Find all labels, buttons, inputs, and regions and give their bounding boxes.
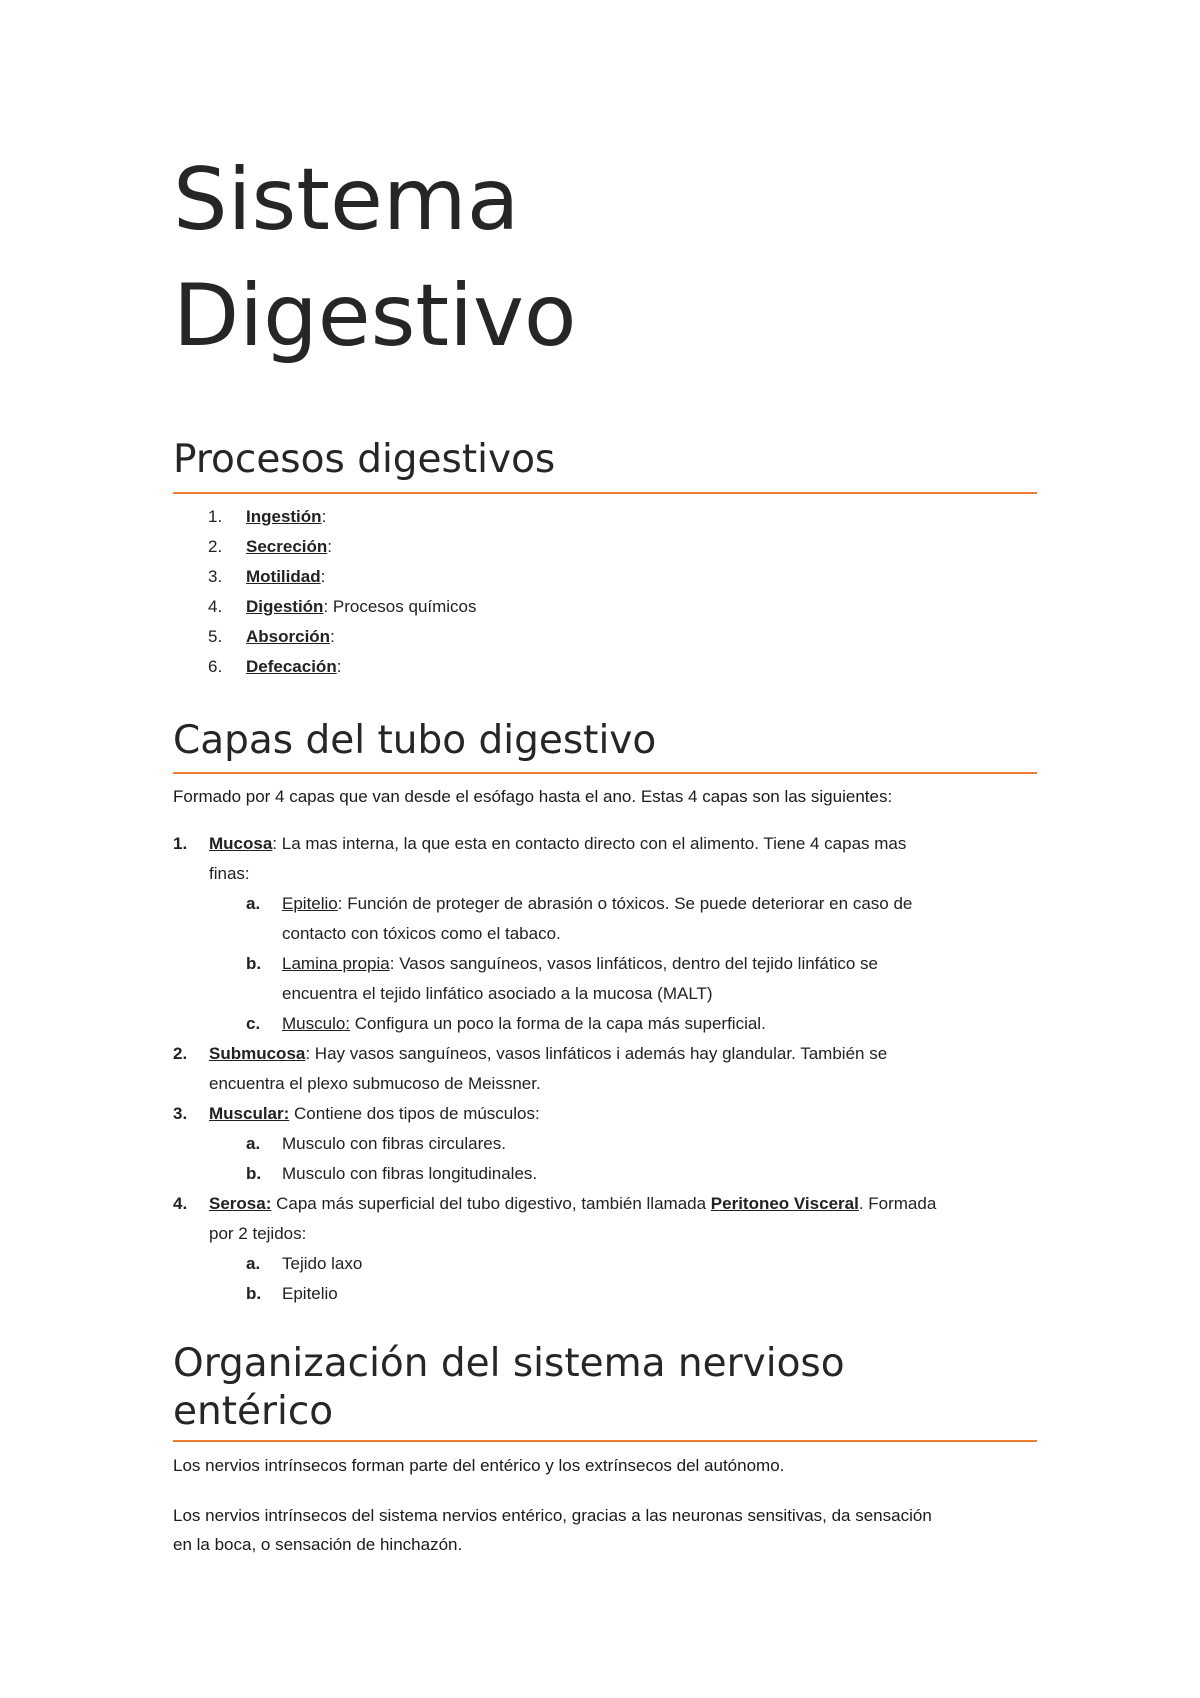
term-desc: Configura un poco la forma de la capa más superficial. bbox=[350, 1014, 766, 1033]
list-number: 6. bbox=[208, 657, 223, 676]
term-desc: contacto con tóxicos como el tabaco. bbox=[282, 924, 561, 943]
term-peritoneo-visceral: Peritoneo Visceral bbox=[710, 1194, 859, 1213]
term-desc: encuentra el tejido linfático asociado a la mucosa (MALT) bbox=[282, 984, 713, 1003]
paragraph-line: en la boca, o sensación de hinchazón. bbox=[173, 1535, 463, 1554]
term-desc: Capa más superficial del tubo digestivo, también llamada bbox=[271, 1194, 711, 1213]
term: Secreción bbox=[246, 537, 328, 556]
list-letter: a. bbox=[246, 1134, 261, 1153]
list-letter: b. bbox=[246, 1164, 262, 1183]
list-number: 1. bbox=[208, 507, 223, 526]
list-letter: b. bbox=[246, 954, 262, 973]
list-number: 2. bbox=[208, 537, 223, 556]
term-desc: Epitelio bbox=[282, 1284, 338, 1303]
paragraph-nervios-intrinsecos: Los nervios intrínsecos forman parte del entérico y los extrínsecos del autónomo. bbox=[173, 1456, 785, 1475]
term-desc: : Función de proteger de abrasión o tóxicos. Se puede deteriorar en caso de bbox=[337, 894, 913, 913]
heading-procesos-digestivos bbox=[173, 436, 1037, 494]
list-number: 4. bbox=[173, 1194, 188, 1213]
term: Ingestión bbox=[246, 507, 322, 526]
list-letter: a. bbox=[246, 1254, 261, 1273]
list-number: 3. bbox=[173, 1104, 188, 1123]
list-number: 2. bbox=[173, 1044, 188, 1063]
term: Mucosa bbox=[209, 834, 273, 853]
term-desc: : La mas interna, la que esta en contacto directo con el alimento. Tiene 4 capas mas bbox=[272, 834, 907, 853]
term-desc: Tejido laxo bbox=[282, 1254, 363, 1273]
term-desc: : bbox=[321, 507, 327, 526]
list-letter: a. bbox=[246, 894, 261, 913]
term-desc: finas: bbox=[209, 864, 250, 883]
title-line-2: Digestivo bbox=[173, 266, 577, 366]
term-desc: : bbox=[330, 627, 335, 646]
list-number: 4. bbox=[208, 597, 223, 616]
term: Serosa: bbox=[209, 1194, 272, 1213]
term: Motilidad bbox=[246, 567, 321, 586]
list-number: 5. bbox=[208, 627, 223, 646]
list-letter: b. bbox=[246, 1284, 262, 1303]
heading-line-2: entérico bbox=[173, 1389, 334, 1434]
term-desc: Musculo con fibras longitudinales. bbox=[282, 1164, 538, 1183]
term-desc: Contiene dos tipos de músculos: bbox=[289, 1104, 540, 1123]
heading-line-1: Organización del sistema nervioso bbox=[173, 1341, 845, 1386]
term: Submucosa bbox=[209, 1044, 306, 1063]
term: Defecación bbox=[246, 657, 337, 676]
term: Epitelio bbox=[282, 894, 338, 913]
paragraph-line: Los nervios intrínsecos del sistema nervios entérico, gracias a las neuronas sensitivas, da sensación bbox=[173, 1506, 932, 1525]
term-desc: : bbox=[320, 567, 326, 586]
term-desc: : Procesos químicos bbox=[323, 597, 477, 616]
term: Muscular: bbox=[209, 1104, 290, 1123]
paragraph-capas-intro: Formado por 4 capas que van desde el esófago hasta el ano. Estas 4 capas son las siguientes: bbox=[173, 787, 893, 806]
term: Lamina propia bbox=[282, 954, 390, 973]
term-desc: encuentra el plexo submucoso de Meissner. bbox=[209, 1074, 541, 1093]
term: Musculo: bbox=[282, 1014, 351, 1033]
term-desc: : bbox=[336, 657, 342, 676]
term: Absorción bbox=[246, 627, 331, 646]
heading-capas-text: Capas del tubo digestivo bbox=[173, 718, 657, 763]
term-desc: : Vasos sanguíneos, vasos linfáticos, dentro del tejido linfático se bbox=[389, 954, 878, 973]
list-letter: c. bbox=[246, 1014, 261, 1033]
term-desc: : Hay vasos sanguíneos, vasos linfáticos i además hay glandular. También se bbox=[305, 1044, 888, 1063]
list-number: 3. bbox=[208, 567, 223, 586]
title-line-1: Sistema bbox=[173, 150, 520, 250]
term-desc: por 2 tejidos: bbox=[209, 1224, 307, 1243]
document-title bbox=[173, 142, 1037, 374]
term: Digestión bbox=[246, 597, 324, 616]
heading-procesos-text: Procesos digestivos bbox=[173, 437, 556, 482]
term-desc: Musculo con fibras circulares. bbox=[282, 1134, 506, 1153]
list-number: 1. bbox=[173, 834, 188, 853]
heading-organizacion-sistema-nervioso bbox=[173, 1340, 1037, 1442]
heading-capas-tubo-digestivo bbox=[173, 717, 1037, 774]
term-desc: . Formada bbox=[858, 1194, 937, 1213]
paragraph-sensacion bbox=[173, 1501, 1037, 1559]
term-desc: : bbox=[327, 537, 332, 556]
